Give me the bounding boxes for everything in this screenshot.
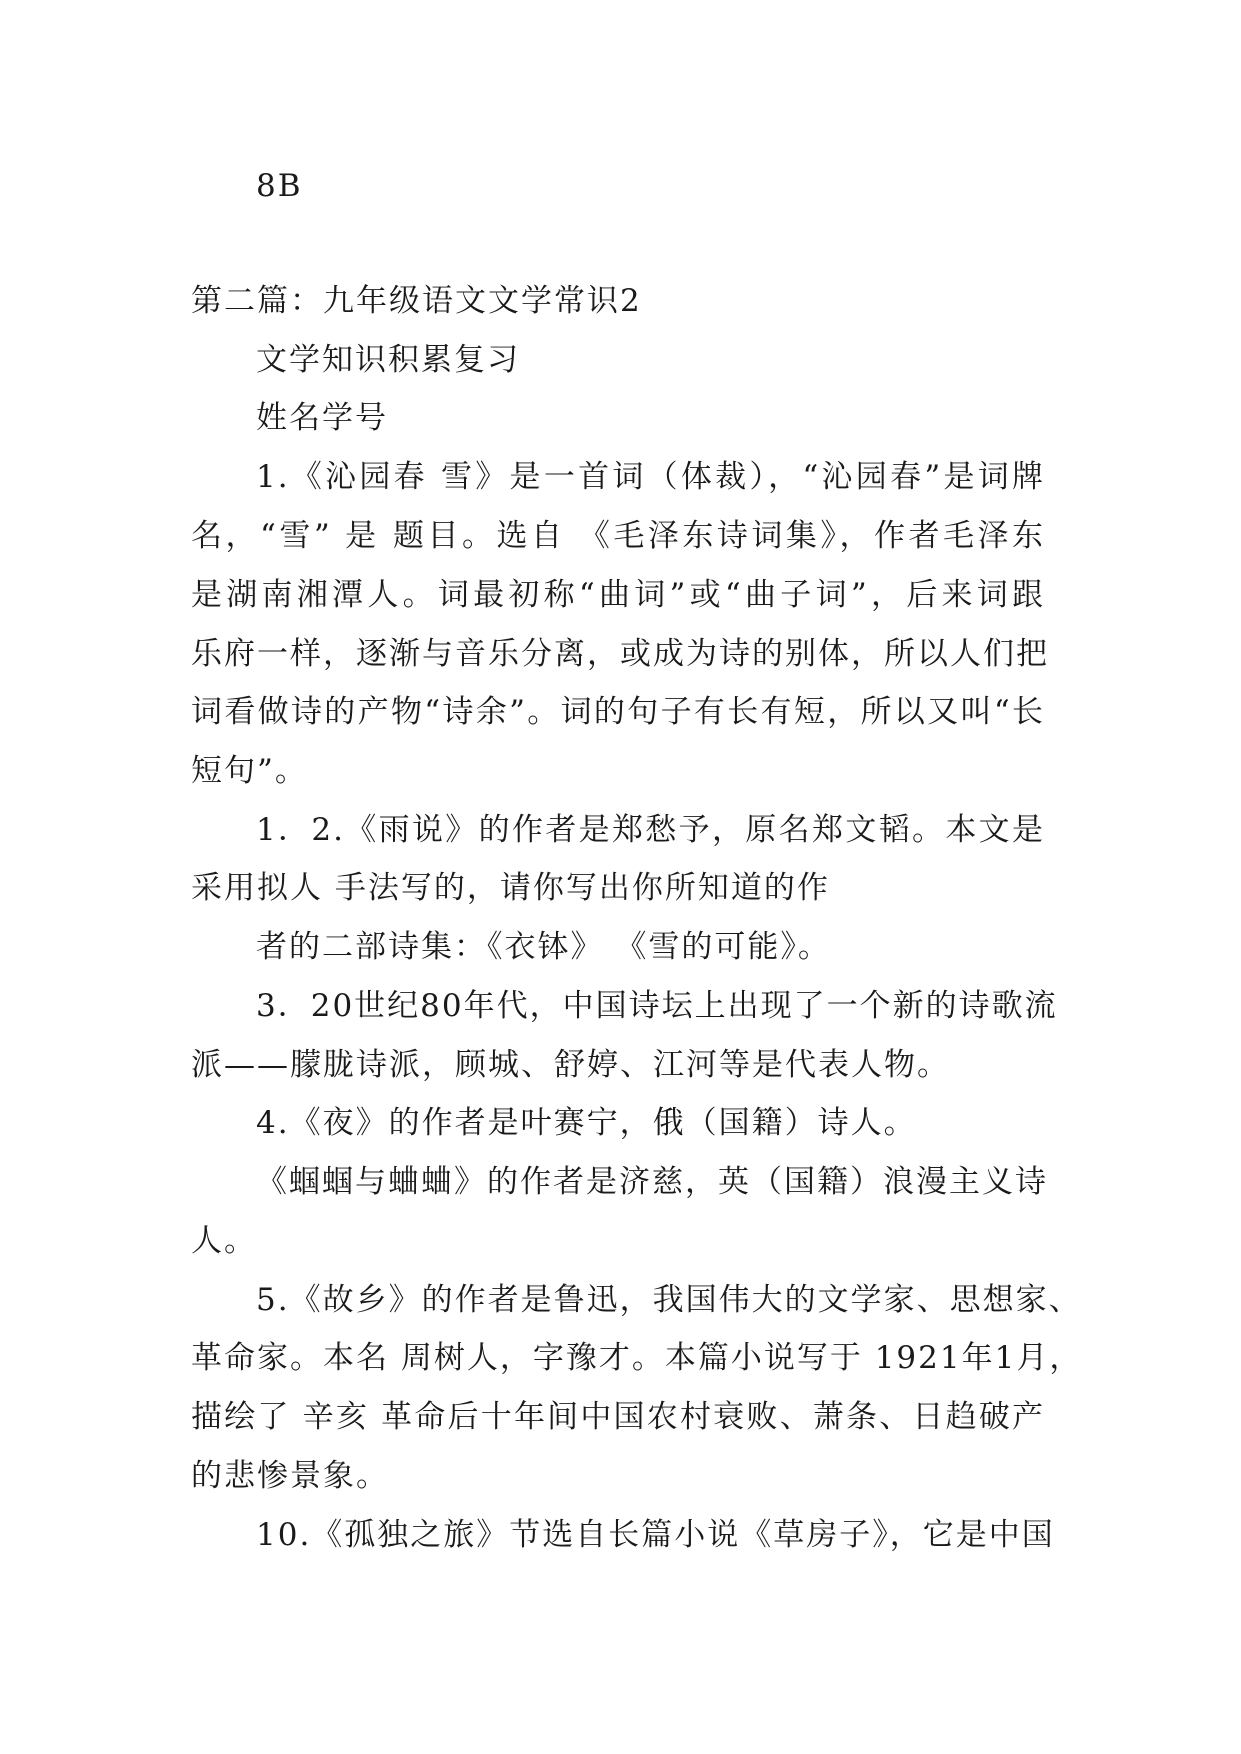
paragraph-line: 5.《故乡》的作者是鲁迅，我国伟大的文学家、思想家、 [256,1282,1082,1318]
paragraph-line: 1.《沁园春 雪》是一首词（体裁），“沁园春”是词牌 [256,459,1045,495]
paragraph-line: 采用拟人 手法写的，请你写出你所知道的作 [191,870,830,906]
page-label: 8B [256,168,303,204]
paragraph-line: 短句”。 [191,753,308,789]
section-title: 第二篇：九年级语文文学常识2 [191,283,642,319]
paragraph-line: 乐府一样，逐渐与音乐分离，或成为诗的别体，所以人们把 [191,636,1049,672]
paragraph-line: 的悲惨景象。 [191,1458,389,1494]
paragraph-line: 名，“雪” 是 题目。选自 《毛泽东诗词集》，作者毛泽东 [191,518,1045,554]
paragraph-line: 3．20世纪80年代，中国诗坛上出现了一个新的诗歌流 [256,988,1058,1024]
paragraph-line: 4.《夜》的作者是叶赛宁，俄（国籍）诗人。 [256,1105,917,1141]
name-line: 姓名学号 [256,400,388,436]
paragraph-line: 革命家。本名 周树人，字豫才。本篇小说写于 1921年1月， [191,1340,1083,1376]
paragraph-line: 1．2.《雨说》的作者是郑愁予，原名郑文韬。本文是 [256,812,1045,848]
subtitle: 文学知识积累复习 [256,342,520,378]
paragraph-line: 者的二部诗集：《衣钵》 《雪的可能》。 [256,929,831,965]
paragraph-line: 《蝈蝈与蛐蛐》的作者是济慈，英（国籍）浪漫主义诗 [256,1164,1048,1200]
paragraph-line: 人。 [191,1223,257,1259]
paragraph-line: 派——朦胧诗派，顾城、舒婷、江河等是代表人物。 [191,1047,950,1083]
paragraph-line: 描绘了 辛亥 革命后十年间中国农村衰败、萧条、日趋破产 [191,1399,1045,1435]
paragraph-line: 是湖南湘潭人。词最初称“曲词”或“曲子词”，后来词跟 [191,577,1045,613]
paragraph-line: 10.《孤独之旅》节选自长篇小说《草房子》，它是中国 [256,1517,1055,1553]
paragraph-line: 词看做诗的产物“诗余”。词的句子有长有短，所以又叫“长 [191,694,1045,730]
